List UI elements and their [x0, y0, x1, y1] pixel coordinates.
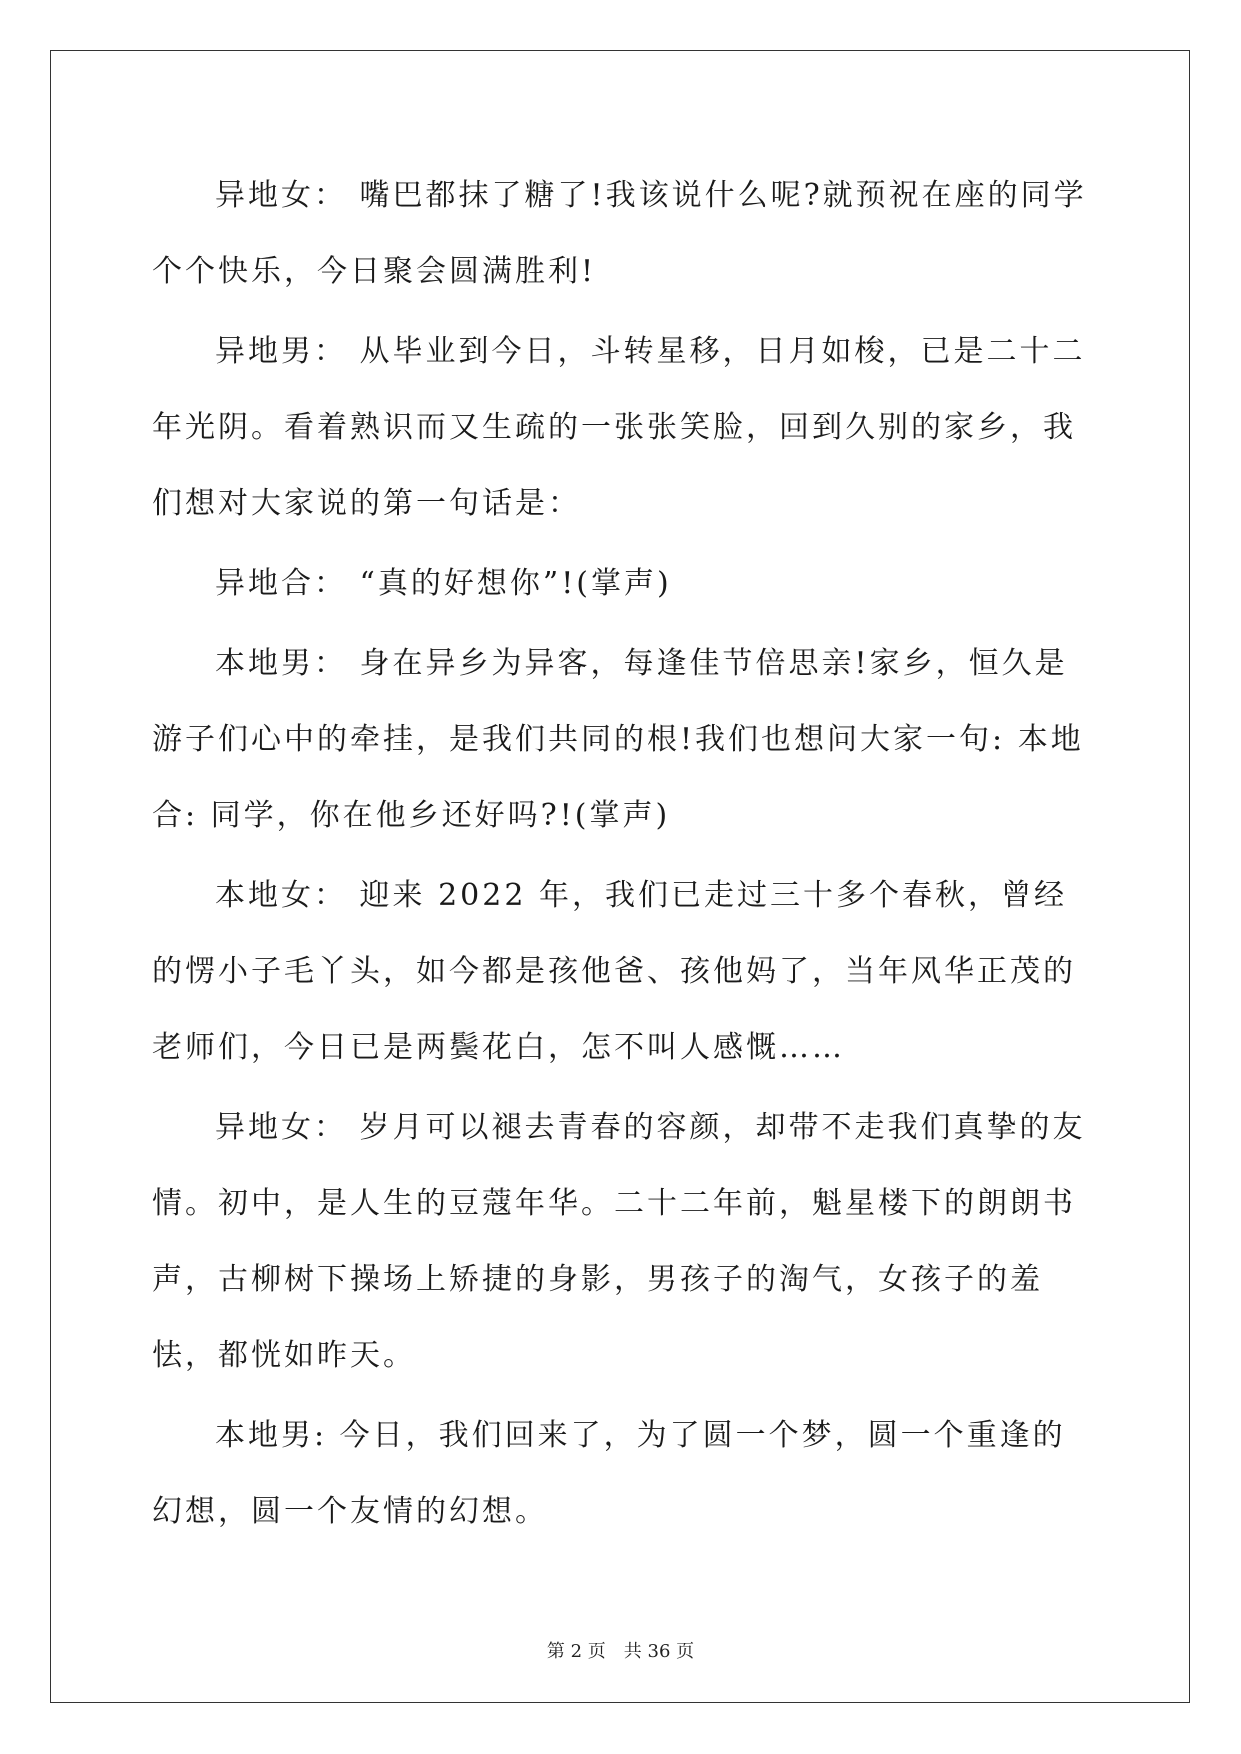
paragraph: 异地女： 嘴巴都抹了糖了!我该说什么呢?就预祝在座的同学个个快乐，今日聚会圆满胜利!	[152, 178, 1087, 289]
paragraph: 本地女： 迎来 2022 年，我们已走过三十多个春秋，曾经的愣小子毛丫头，如今都是孩他爸、孩他妈了，当年风华正茂的老师们，今日已是两鬓花白，怎不叫人感慨……	[152, 878, 1076, 1065]
paragraph: 异地合： “真的好想你”!(掌声)	[215, 566, 672, 601]
paragraph: 异地男： 从毕业到今日，斗转星移，日月如梭，已是二十二年光阴。看着熟识而又生疏的一张张笑脸，回到久别的家乡，我们想对大家说的第一句话是：	[152, 334, 1086, 521]
document-body	[152, 158, 1092, 1554]
page-number: 第 2 页 共 36 页	[546, 1641, 695, 1662]
paragraph: 本地男： 身在异乡为异客，每逢佳节倍思亲!家乡，恒久是游子们心中的牵挂，是我们共同的根!我们也想问大家一句: 本地合: 同学，你在他乡还好吗?!(掌声)	[152, 646, 1084, 833]
paragraph: 本地男: 今日，我们回来了，为了圆一个梦，圆一个重逢的幻想，圆一个友情的幻想。	[152, 1418, 1066, 1529]
paragraph: 异地女： 岁月可以褪去青春的容颜，却带不走我们真挚的友情。初中，是人生的豆蔻年华。二十二年前，魁星楼下的朗朗书声，古柳树下操场上矫捷的身影，男孩子的淘气，女孩子的羞怯，都恍如昨天。	[152, 1110, 1086, 1373]
